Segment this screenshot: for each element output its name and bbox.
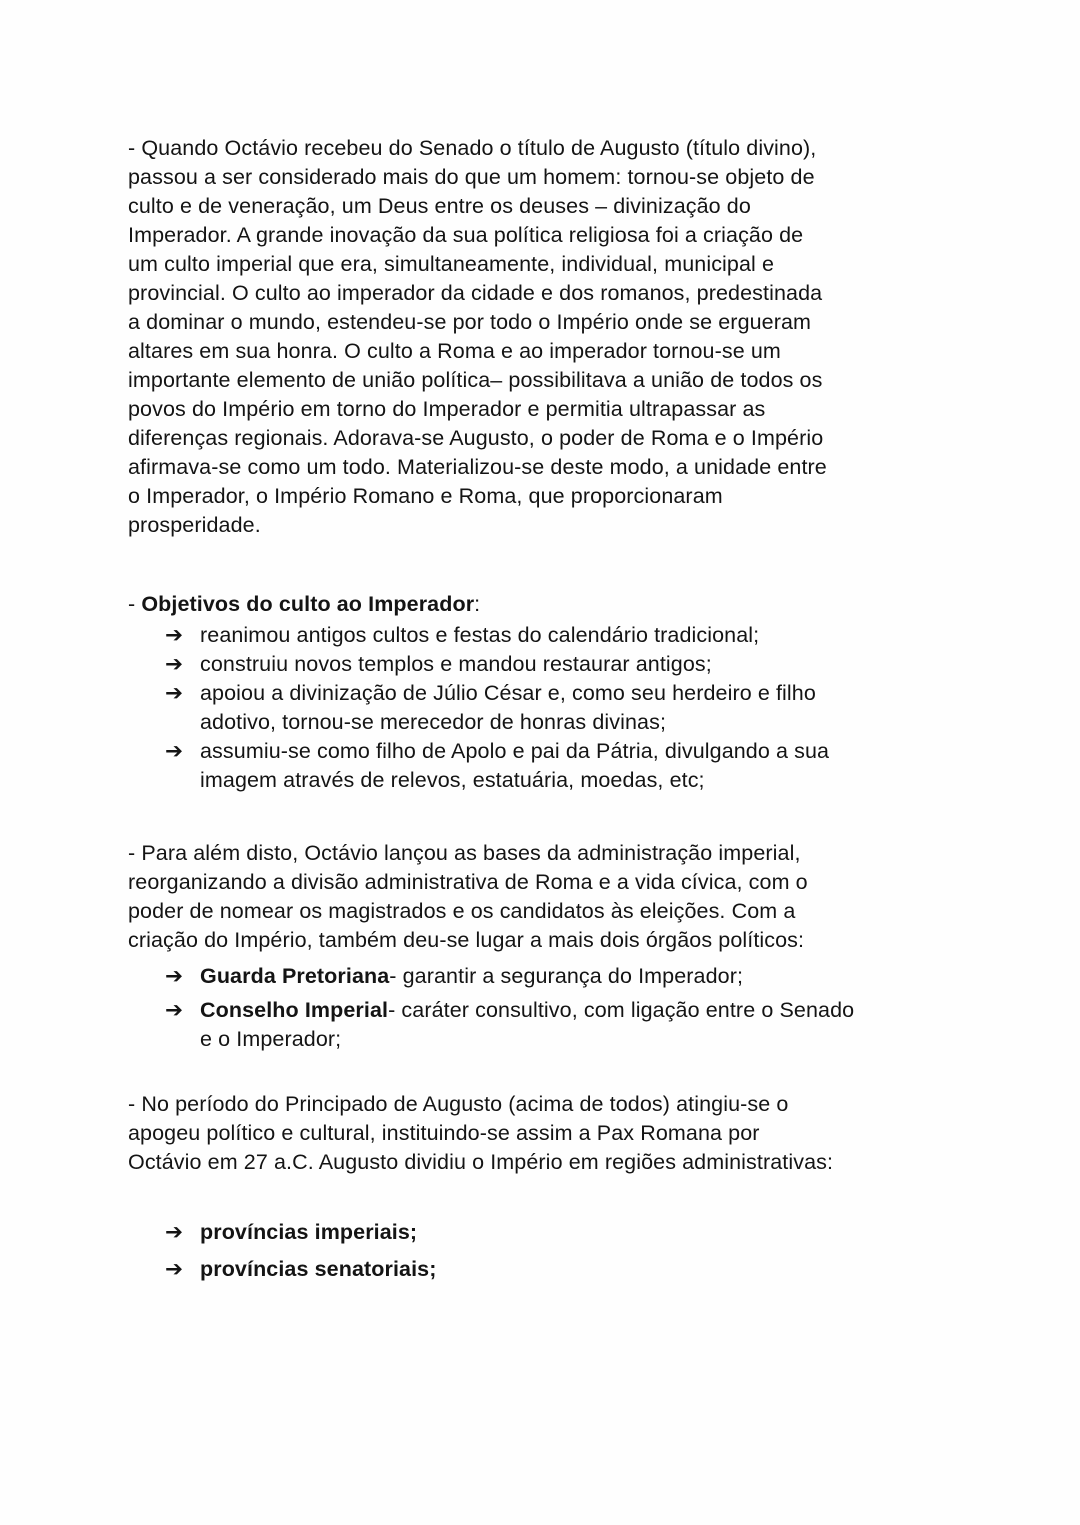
list-item-text: [200, 996, 960, 1054]
heading-colon: :: [474, 592, 481, 616]
text-line: a dominar o mundo, estendeu-se por todo o Império onde se ergueram: [128, 310, 812, 334]
heading-dash: -: [128, 592, 142, 616]
arrow-bullet-icon: ➔: [165, 1257, 184, 1281]
section-heading-objectives: [128, 590, 960, 619]
text-line: apogeu político e cultural, instituindo-se assim a Pax Romana por: [128, 1121, 760, 1145]
text-line: um culto imperial que era, simultaneamente, individual, municipal e: [128, 252, 775, 276]
list-item: [128, 679, 960, 737]
list-item: [128, 1218, 960, 1247]
text-line: altares em sua honra. O culto a Roma e ao imperador tornou-se um: [128, 339, 781, 363]
text-line: - Quando Octávio recebeu do Senado o título de Augusto (título divino),: [128, 136, 817, 160]
text-line: assumiu-se como filho de Apolo e pai da Pátria, divulgando a sua: [200, 739, 830, 763]
term-guarda-pretoriana: Guarda Pretoriana: [200, 964, 390, 988]
provinces-list: [128, 1218, 960, 1284]
list-item-text: [200, 737, 960, 795]
list-item-text: [200, 621, 960, 650]
text-line: - No período do Principado de Augusto (acima de todos) atingiu-se o: [128, 1092, 789, 1116]
text-line: - Para além disto, Octávio lançou as bases da administração imperial,: [128, 841, 801, 865]
list-item: [128, 962, 960, 991]
text-line: províncias senatoriais;: [200, 1257, 437, 1281]
list-item-text: [200, 1255, 960, 1284]
term-definition: - caráter consultivo, com ligação entre o Senado: [388, 998, 855, 1022]
list-item: [128, 737, 960, 795]
text-line: [200, 962, 960, 991]
text-line: provincial. O culto ao imperador da cidade e dos romanos, predestinada: [128, 281, 823, 305]
paragraph-principado: [128, 1090, 960, 1177]
text-line: adotivo, tornou-se merecedor de honras divinas;: [200, 710, 667, 734]
text-line: poder de nomear os magistrados e os candidatos às eleições. Com a: [128, 899, 796, 923]
text-line: importante elemento de união política– possibilitava a união de todos os: [128, 368, 823, 392]
text-line: o Imperador, o Império Romano e Roma, que proporcionaram: [128, 484, 723, 508]
heading-title: Objetivos do culto ao Imperador: [141, 592, 475, 616]
arrow-bullet-icon: ➔: [165, 623, 184, 647]
arrow-bullet-icon: ➔: [165, 964, 184, 988]
political-organs-list: [128, 962, 960, 1054]
text-line: criação do Império, também deu-se lugar a mais dois órgãos políticos:: [128, 928, 805, 952]
list-item-text: [200, 1218, 960, 1247]
term-definition: - garantir a segurança do Imperador;: [389, 964, 744, 988]
arrow-bullet-icon: ➔: [165, 652, 184, 676]
text-line: diferenças regionais. Adorava-se Augusto, o poder de Roma e o Império: [128, 426, 824, 450]
list-item: [128, 650, 960, 679]
term-conselho-imperial: Conselho Imperial: [200, 998, 389, 1022]
text-line: reanimou antigos cultos e festas do calendário tradicional;: [200, 623, 760, 647]
list-item: [128, 621, 960, 650]
arrow-bullet-icon: ➔: [165, 998, 184, 1022]
paragraph-imperial-cult: [128, 134, 960, 540]
arrow-bullet-icon: ➔: [165, 739, 184, 763]
text-line: povos do Império em torno do Imperador e permitia ultrapassar as: [128, 397, 766, 421]
text-line: Imperador. A grande inovação da sua política religiosa foi a criação de: [128, 223, 804, 247]
text-line: culto e de veneração, um Deus entre os deuses – divinização do: [128, 194, 751, 218]
text-line: afirmava-se como um todo. Materializou-se deste modo, a unidade entre: [128, 455, 827, 479]
text-line: construiu novos templos e mandou restaurar antigos;: [200, 652, 712, 676]
text-line: Octávio em 27 a.C. Augusto dividiu o Império em regiões administrativas:: [128, 1150, 834, 1174]
text-line: e o Imperador;: [200, 1027, 342, 1051]
text-line: [200, 996, 960, 1025]
list-item-text: [200, 650, 960, 679]
arrow-bullet-icon: ➔: [165, 1220, 184, 1244]
text-line: apoiou a divinização de Júlio César e, como seu herdeiro e filho: [200, 681, 816, 705]
text-line: passou a ser considerado mais do que um homem: tornou-se objeto de: [128, 165, 815, 189]
arrow-bullet-icon: ➔: [165, 681, 184, 705]
list-item: [128, 1255, 960, 1284]
text-line: províncias imperiais;: [200, 1220, 418, 1244]
paragraph-administration: [128, 839, 960, 955]
text-line: imagem através de relevos, estatuária, moedas, etc;: [200, 768, 705, 792]
text-line: prosperidade.: [128, 513, 261, 537]
list-item-text: [200, 962, 960, 991]
list-item-text: [200, 679, 960, 737]
objectives-list: [128, 621, 960, 795]
list-item: [128, 996, 960, 1054]
text-line: reorganizando a divisão administrativa de Roma e a vida cívica, com o: [128, 870, 808, 894]
